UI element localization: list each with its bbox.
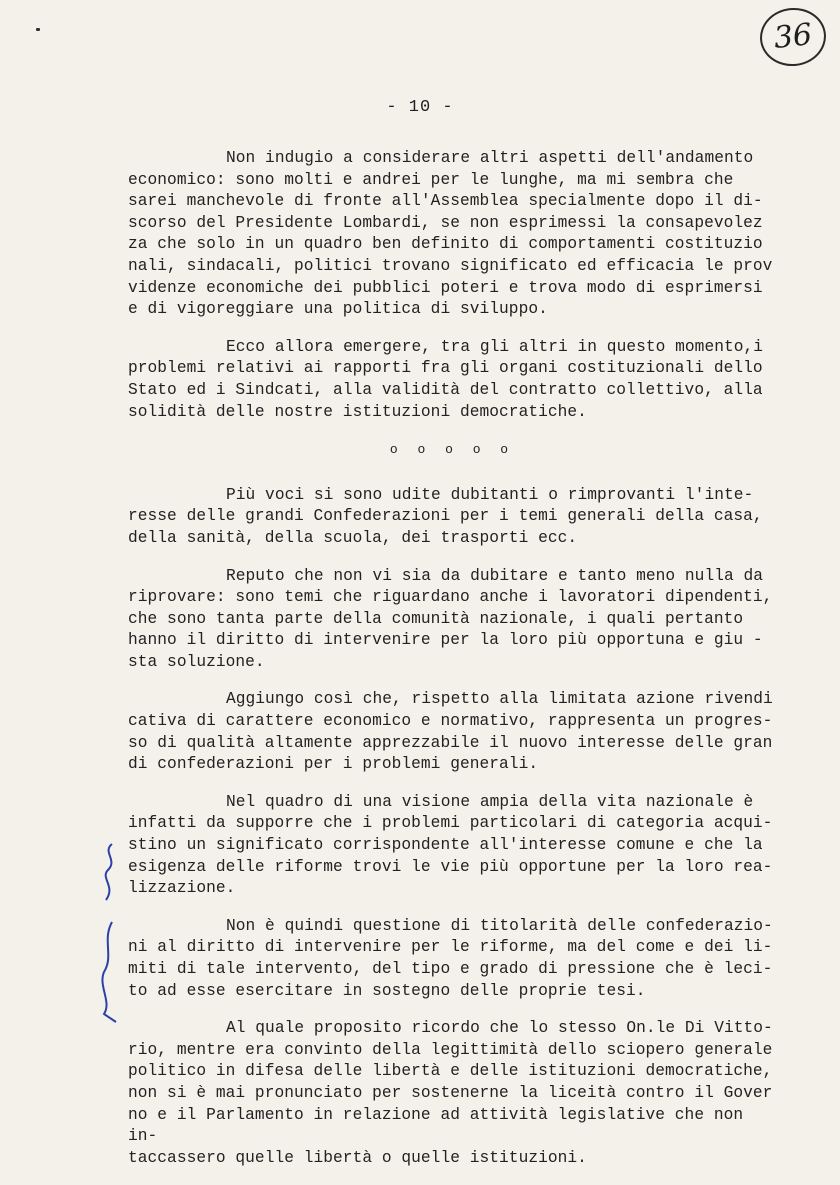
paragraph-7: Non è quindi questione di titolarità delle confederazio- ni al diritto di intervenire per le riforme, ma del come e dei li- miti di tale intervento, del tipo e grado di pressione che è leci- to ad esse esercitare in sostegno delle proprie tesi. [128, 916, 773, 1000]
margin-squiggle-upper [98, 842, 122, 902]
paragraph-2: Ecco allora emergere, tra gli altri in questo momento,i problemi relativi ai rapporti fra gli organi costituzionali dello Stato ed i Sindcati, alla validità del contratto collettivo, alla solidità delle nostre istituzioni democratiche. [128, 337, 764, 421]
paragraph-6: Nel quadro di una visione ampia della vita nazionale è infatti da supporre che i problemi particolari di categoria acqui- stino un significato corrispondente all'interesse comune e che la esigenza delle riforme trovi le vie più opportune per la loro rea- lizzazione. [128, 792, 773, 898]
paragraph-4: Reputo che non vi sia da dubitare e tanto meno nulla da riprovare: sono temi che riguardano anche i lavoratori dipendenti, che sono tanta parte della comunità nazionale, i quali pertanto hanno il diritto di intervenire per la loro più opportuna e giu - sta soluzione. [128, 566, 773, 671]
paragraph-3: Più voci si sono udite dubitanti o rimprovanti l'inte- resse delle grandi Confederazioni per i temi generali della casa, della sanità, della scuola, dei trasporti ecc. [128, 485, 763, 547]
paragraph-1: Non indugio a considerare altri aspetti dell'andamento economico: sono molti e andrei per le lunghe, ma mi sembra che sarei manchevole di fronte all'Assemblea specialmente dopo il di- scorso del Presidente Lombardi, se non esprimessi la consapevolez za che solo in un quadro ben definito di comportamenti costituzio nali, sindacali, politici trovano significato ed efficacia le prov videnze economiche dei pubblici poteri e trova modo di esprimersi e di vigoreggiare una politica di sviluppo. [128, 149, 773, 319]
page-number: - 10 - [386, 98, 454, 117]
paragraph-5: Aggiungo così che, rispetto alla limitata azione rivendi cativa di carattere economico e normativo, rappresenta un progres- so di qualità altamente apprezzabile il nuovo interesse delle gran di confederazioni per i problemi generali. [128, 690, 773, 774]
section-separator: o o o o o [389, 442, 515, 458]
document-body [128, 148, 776, 1185]
ink-dot [36, 28, 40, 31]
paragraph-8: Al quale proposito ricordo che lo stesso On.le Di Vitto- rio, mentre era convinto della legittimità dello sciopero generale politico in difesa delle libertà e delle istituzioni democratiche, non si è mai pronunciato per sostenerne la liceità contro il Gover no e il Parlamento in relazione ad attività legislative che non in- taccassero quelle libertà o quelle istituzioni. [128, 1019, 773, 1167]
margin-squiggle-lower [96, 920, 124, 1024]
archive-stamp: 36 [757, 5, 829, 70]
